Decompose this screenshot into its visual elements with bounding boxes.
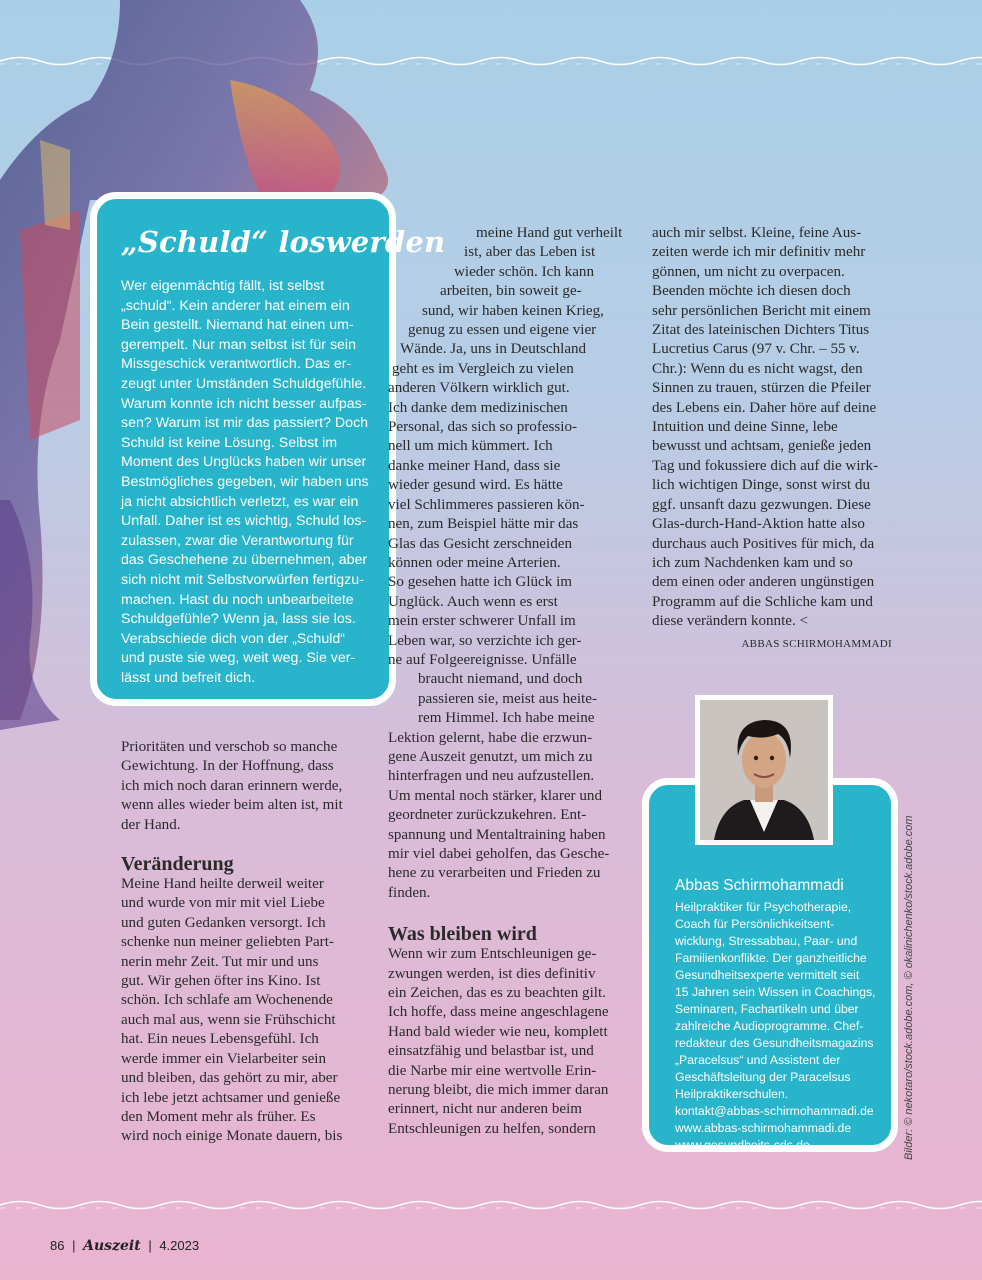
text-line: Seminaren, Fachartikeln und über [675,1002,859,1016]
intro-paragraph [121,738,371,835]
text-line: Coach für Persönlichkeitsent- [675,917,835,931]
text-line: nerin mehr Zeit. Tut mir und uns [121,953,319,970]
text-line: des Lebens ein. Daher höre auf deine [652,399,877,416]
author-byline: ABBAS SCHIRMOHAMMADI [741,637,892,650]
text-line: lässt und befreit dich. [121,669,256,686]
text-line: wird noch einige Monate dauern, bis [121,1128,343,1145]
text-line: Missgeschick verantwortlich. Das er- [121,356,352,373]
text-line: Um mental noch stärker, klarer und [388,787,602,804]
text-line: können oder meine Arterien. [388,554,561,571]
text-line: Personal, das sich so professio- [388,419,578,436]
text-line: das Geschehene zu übernehmen, aber [121,552,368,569]
text-line: hinterfragen und neu aufzustellen. [388,768,595,785]
text-line: Bein gestellt. Niemand hat einen um- [121,317,354,334]
text-line: ich lebe jetzt achtsamer und genieße [121,1089,341,1106]
text-line: Schuldgefühle? Wenn ja, lass sie los. [121,611,356,628]
text-line: und guten Gedanken versorgt. Ich [121,914,326,931]
text-line: den Moment mehr als früher. Es [121,1108,316,1125]
text-line: Unfall. Daher ist es wichtig, Schuld los- [121,513,367,530]
text-line: sund, wir haben keinen Krieg, [422,302,604,319]
text-line: zeugt unter Umständen Schuldgefühle. [121,375,367,392]
schuld-info-box [90,192,446,706]
text-line: hat. Ein neues Lebensgefühl. Ich [121,1031,319,1048]
text-line: zwungen werden, ist dies definitiv [388,965,596,982]
text-line: und bleiben, das gehört zu mir, aber [121,1070,338,1087]
schuld-box-text [121,277,367,688]
text-line: Chr.): Wenn du es nicht wagst, den [652,360,863,377]
text-line: Leben war, so verzichte ich ger- [388,632,582,649]
text-line: Familienkonflikte. Der ganzheitliche [675,951,867,965]
footer-separator: | [72,1238,76,1253]
text-line: werde immer ein Vielarbeiter sein [121,1050,327,1067]
magazine-logo: Auszeit [83,1238,141,1254]
page-number: 86 [50,1238,65,1253]
text-line: Ich danke dem medizinischen [388,399,568,416]
text-line: gene Auszeit genutzt, um mich zu [388,748,593,765]
text-line: Heilpraktikerschulen. [675,1087,789,1101]
text-line: wieder gesund wird. Es hätte [388,477,563,494]
text-line: gerempelt. Nur man selbst ist für sein [121,336,356,353]
text-line: sich nicht mit Selbstvorwürfen fertigzu- [121,571,364,588]
article-column-3 [652,224,892,654]
text-line: „Paracelsus“ und Assistent der [675,1053,841,1067]
section-heading-veraenderung: Veränderung [121,853,234,876]
text-line: rem Himmel. Ich habe meine [418,710,595,727]
text-line: machen. Hast du noch unbearbeitete [121,591,354,608]
text-line: Glas-durch-Hand-Aktion hatte also [652,516,865,533]
text-line: passieren sie, meist aus heite- [418,690,597,707]
issue-number: 4.2023 [159,1238,200,1253]
text-line: und wurde von mir mit viel Liebe [121,895,325,912]
decorative-wave-bottom [0,1196,982,1214]
text-line: Wenn wir zum Entschleunigen ge- [388,946,597,963]
text-line: arbeiten, bin soweit ge- [440,283,582,300]
section-heading-was-bleiben-wird: Was bleiben wird [388,923,537,946]
column2-paragraph [388,224,628,903]
text-line: braucht niemand, und doch [418,671,583,688]
text-line: ich mich noch daran erinnern werde, [121,777,343,794]
text-line: sen? Warum ist mir das passiert? Doch [121,415,369,432]
text-line: anderen Völkern wirklich gut. [388,380,570,397]
text-line: danke meiner Hand, dass sie [388,457,561,474]
text-line: schenke nun meiner geliebten Part- [121,934,334,951]
veraenderung-paragraph [121,875,371,1147]
text-line: genug zu essen und eigene vier [408,322,597,339]
text-line: Programm auf die Schliche kam und [652,593,873,610]
text-line: zeiten werde ich mir definitiv mehr [652,244,866,261]
author-portrait-graphic [700,700,828,840]
text-line: mir viel dabei geholfen, das Gesche- [388,846,610,862]
text-line: So gesehen hatte ich Glück im [388,574,573,591]
text-line: zahlreiche Audioprogramme. Chef- [675,1019,864,1033]
text-line: Gewichtung. In der Hoffnung, dass [121,758,334,775]
text-line: Zitat des lateinischen Dichters Titus [652,322,870,339]
text-line: die Narbe mir eine wertvolle Erin- [388,1062,597,1079]
text-line: schön. Ich schlafe am Wochenende [121,992,333,1009]
text-line: durchaus auch Positives für mich, da [652,535,875,552]
schuld-box-title: „Schuld“ loswerden [121,225,446,259]
text-line: Heilpraktiker für Psychotherapie, [675,900,852,914]
text-line: meine Hand gut verheilt [476,225,623,241]
text-line: geht es im Vergleich zu vielen [392,360,574,377]
text-line: Intuition und deine Sinne, lebe [652,419,838,436]
text-line: nerung bleibt, die mich immer daran [388,1082,609,1099]
text-line: und puste sie weg, weit weg. Sie ver- [121,650,356,667]
text-line: Entschleunigen zu helfen, sondern [388,1120,596,1137]
text-line: dem einen oder anderen ungünstigen [652,574,875,591]
text-line: mein erster schwerer Unfall im [388,613,576,630]
text-line: spannung und Mentaltraining haben [388,826,606,843]
website-link[interactable]: www.abbas-schirmohammadi.de [675,1121,852,1135]
text-line: diese verändern konnte. < [652,613,809,630]
text-line: Hand bald wieder wie neu, komplett [388,1023,608,1040]
text-line: einsatzfähig und belastbar ist, und [388,1043,594,1060]
footer-separator: | [148,1238,152,1253]
text-line: ist, aber das Leben ist [464,244,596,261]
column3-paragraph [652,224,892,632]
text-line: Glas das Gesicht zerschneiden [388,535,572,552]
website-link[interactable]: www.gesundheits-cds.de [675,1138,810,1152]
text-line: Unglück. Auch wenn es erst [388,593,558,610]
text-line: ein Zeichen, das es zu beachten gilt. [388,985,606,1002]
text-line: erinnert, nicht nur anderen beim [388,1101,583,1118]
text-line: wieder schön. Ich kann [454,263,594,280]
text-line: nell um mich kümmert. Ich [388,438,553,455]
text-line: geordneter zurückzukehren. Ent- [388,807,587,824]
text-line: zulassen, zwar die Verantwortung für [121,532,354,549]
text-line: ich zum Nachdenken kam und so [652,554,853,571]
text-line: lich wichtigen Dinge, sonst wirst du [652,477,870,494]
text-line: Warum konnte ich nicht besser aufpas- [121,395,367,412]
text-line: Tag und fokussiere dich auf die wirk- [652,457,879,474]
author-bio [675,899,875,1154]
photo-credit: Bilder: © nekotaro/stock.adobe.com, © okalinichenko/stock.adobe.com [903,815,915,1160]
text-line: Meine Hand heilte derweil weiter [121,876,324,893]
text-line: nen, zum Beispiel hätte mir das [388,516,579,533]
text-line: auch mal aus, wenn sie Frühschicht [121,1011,336,1028]
author-photo [695,695,833,845]
text-line: Lucretius Carus (97 v. Chr. – 55 v. [652,341,860,358]
text-line: Moment des Unglücks haben wir unser [121,454,367,471]
text-line: Lektion gelernt, habe die erzwun- [388,729,593,746]
text-line: gönnen, um nicht zu overpacen. [652,263,845,280]
author-name: Abbas Schirmohammadi [675,877,844,894]
contact-email[interactable]: kontakt@abbas-schirmohammadi.de [675,1104,874,1118]
text-line: Prioritäten und verschob so manche [121,739,338,755]
text-line: bewusst und achtsam, genieße jeden [652,438,872,455]
text-line: Verabschiede dich von der „Schuld“ [121,630,345,647]
was-bleiben-paragraph [388,945,628,1139]
text-line: Sinnen zu trauen, stürzen die Pfeiler [652,380,871,397]
text-line: „schuld“. Kein anderer hat einem ein [121,297,350,314]
text-line: finden. [388,884,431,901]
text-line: wicklung, Stressabbau, Paar- und [675,934,858,948]
text-line: Ich hoffe, dass meine angeschlagene [388,1004,609,1021]
page-footer [50,1238,199,1254]
text-line: ne auf Folgeereignisse. Unfälle [388,651,577,668]
text-line: auch mir selbst. Kleine, feine Aus- [652,225,862,241]
text-line: Bestmögliches gegeben, wir haben uns [121,473,369,490]
text-line: Geschäftsleitung der Paracelsus [675,1070,851,1084]
text-line: viel Schlimmeres passieren kön- [388,496,585,513]
text-line: Wer eigenmächtig fällt, ist selbst [121,278,325,294]
text-line: ggf. unsanft dazu gezwungen. Diese [652,496,871,513]
text-line: Beenden möchte ich diesen doch [652,283,851,300]
text-line: gut. Wir gehen öfter ins Kino. Ist [121,973,321,990]
text-line: wenn alles wieder beim alten ist, mit [121,797,343,814]
article-column-1 [121,738,371,1147]
text-line: sehr persönlichen Bericht mit einem [652,302,871,319]
article-column-2 [388,224,628,1139]
text-line: 15 Jahren sein Wissen in Coachings, [675,985,876,999]
text-line: redakteur des Gesundheitsmagazins [675,1036,874,1050]
text-line: hene zu verarbeiten und Frieden zu [388,865,601,882]
text-line: ja nicht absichtlich verletzt, es war ein [121,493,359,510]
text-line: Gesundheitsexperte vermittelt seit [675,968,860,982]
text-line: Schuld ist keine Lösung. Selbst im [121,434,338,451]
text-line: Wände. Ja, uns in Deutschland [400,341,587,358]
text-line: der Hand. [121,816,181,833]
